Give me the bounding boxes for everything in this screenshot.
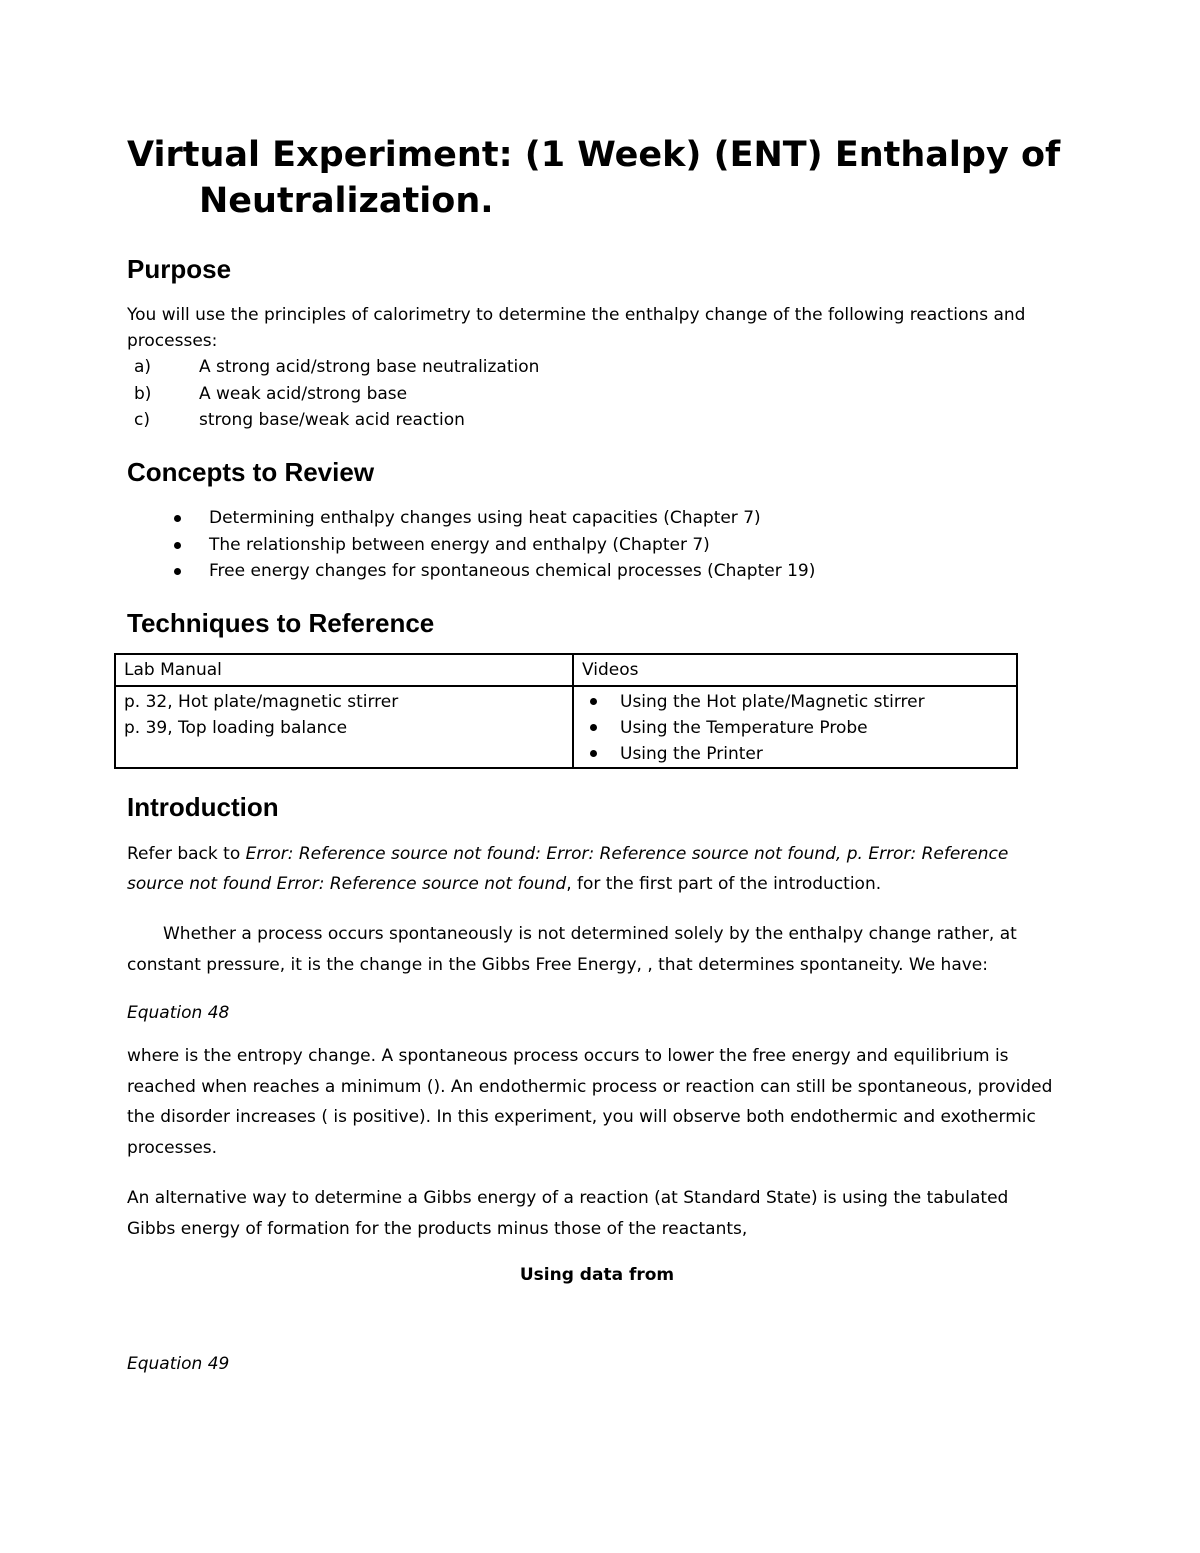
lab-manual-header: Lab Manual	[115, 654, 573, 686]
concepts-list	[127, 505, 815, 585]
bullet-icon	[174, 568, 181, 575]
list-item-text: A strong acid/strong base neutralization	[199, 357, 540, 377]
video-item: Using the Temperature Probe	[582, 715, 1008, 741]
table-header-row	[115, 654, 1017, 686]
bullet-icon	[590, 724, 597, 731]
list-marker: c)	[134, 410, 150, 430]
video-item: Using the Printer	[582, 741, 1008, 767]
lab-manual-entry: p. 32, Hot plate/magnetic stirrer	[124, 692, 399, 712]
techniques-table	[114, 653, 1018, 769]
intro-paragraph-2: Whether a process occurs spontaneously is not determined solely by the enthalpy change rather, at constant pressure, it is the change in the Gibbs Free Energy, , that determines spontaneity. We have:	[127, 924, 1017, 975]
purpose-item-a	[127, 354, 539, 381]
reference-error-text: Error: Reference source not found: Error: Reference source not found, p. Error: Reference source not found Error: Reference source not found	[127, 844, 1009, 894]
bullet-icon	[174, 542, 181, 549]
lab-manual-cell	[115, 686, 573, 768]
techniques-heading: Techniques to Reference	[127, 608, 435, 638]
purpose-text: You will use the principles of calorimetry to determine the enthalpy change of the following reactions and processes:	[127, 305, 1026, 351]
equation-48-label: Equation 48	[127, 1003, 230, 1023]
lab-manual-entry: p. 39, Top loading balance	[124, 718, 348, 738]
concept-item: Determining enthalpy changes using heat capacities (Chapter 7)	[127, 505, 815, 532]
videos-list	[582, 689, 1008, 767]
purpose-item-b	[127, 381, 539, 408]
intro-paragraph-1: Refer back to Error: Reference source not found: Error: Reference source not found, p. Error: Reference source not found Error: Reference source not found, for the first part of the introduction.	[127, 844, 1009, 894]
bullet-icon	[590, 698, 597, 705]
intro-paragraph-3: where is the entropy change. A spontaneous process occurs to lower the free energy and equilibrium is reached when reaches a minimum (). An endothermic process or reaction can still be spontaneous, provided the disorder increases ( is positive). In this experiment, you will observe both endothermic and exothermic processes.	[127, 1046, 1053, 1158]
table-row	[115, 686, 1017, 768]
title-line-2: Neutralization.	[199, 181, 494, 221]
concept-item: The relationship between energy and enthalpy (Chapter 7)	[127, 532, 815, 559]
equation-49-label: Equation 49	[127, 1354, 230, 1374]
video-item: Using the Hot plate/Magnetic stirrer	[582, 689, 1008, 715]
concepts-heading: Concepts to Review	[127, 457, 375, 487]
purpose-item-c	[127, 407, 539, 434]
bullet-icon	[174, 515, 181, 522]
document-title	[127, 132, 1127, 224]
concept-item: Free energy changes for spontaneous chemical processes (Chapter 19)	[127, 558, 815, 585]
list-item-text: A weak acid/strong base	[199, 383, 408, 404]
introduction-heading: Introduction	[127, 792, 279, 822]
using-data-from: Using data from	[519, 1265, 675, 1285]
purpose-heading: Purpose	[127, 254, 232, 284]
title-line-1: Virtual Experiment: (1 Week) (ENT) Enthalpy of	[127, 135, 1061, 175]
purpose-list	[127, 354, 539, 434]
list-marker: a)	[134, 357, 152, 377]
list-item-text: strong base/weak acid reaction	[199, 410, 465, 430]
list-marker: b)	[134, 383, 152, 404]
videos-header: Videos	[573, 654, 1017, 686]
videos-cell	[573, 686, 1017, 768]
bullet-icon	[590, 750, 597, 757]
intro-paragraph-4: An alternative way to determine a Gibbs energy of a reaction (at Standard State) is using the tabulated Gibbs energy of formation for the products minus those of the reactants,	[127, 1188, 1009, 1239]
